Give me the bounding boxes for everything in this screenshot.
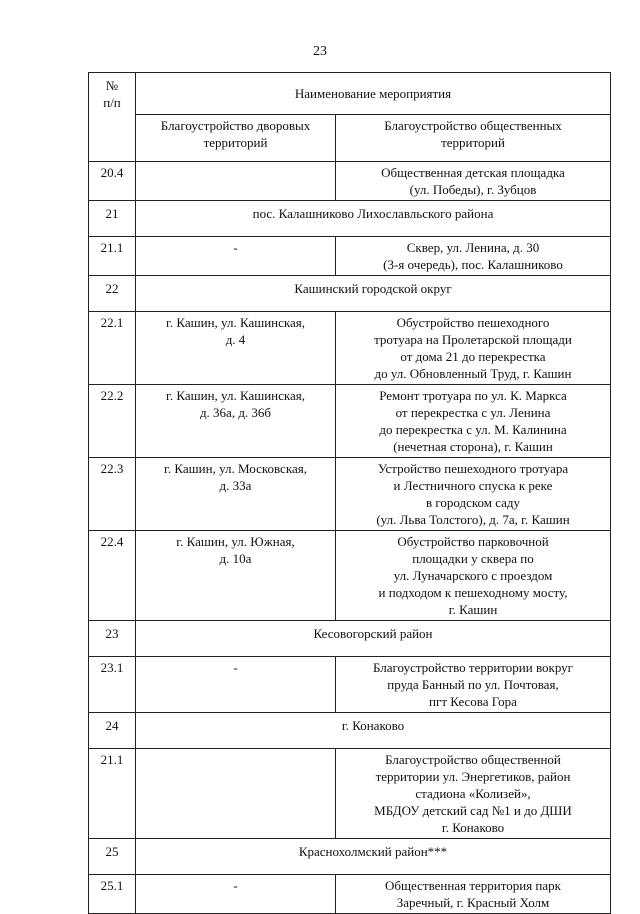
row-number: 25 — [89, 839, 136, 875]
section-title: Кесовогорский район — [136, 621, 611, 657]
measures-table — [88, 72, 611, 914]
section-title: пос. Калашниково Лихославльского района — [136, 201, 611, 237]
section-title: Краснохолмский район*** — [136, 839, 611, 875]
public-territory-cell: Благоустройство общественной территории ул. Энергетиков, район стадиона «Колизей», МБДОУ детский сад №1 и до ДШИ г. Конаково — [336, 749, 611, 839]
row-number: 22.1 — [89, 312, 136, 385]
row-number: 21.1 — [89, 237, 136, 276]
table-row — [89, 385, 611, 458]
row-number: 23 — [89, 621, 136, 657]
row-number: 22.4 — [89, 531, 136, 621]
row-number: 21 — [89, 201, 136, 237]
table-row — [89, 657, 611, 713]
yard-territory-cell: г. Кашин, ул. Кашинская, д. 4 — [136, 312, 336, 385]
yard-territory-cell: г. Кашин, ул. Кашинская, д. 36а, д. 36б — [136, 385, 336, 458]
public-territory-cell: Благоустройство территории вокруг пруда Банный по ул. Почтовая, пгт Кесова Гора — [336, 657, 611, 713]
row-number: 24 — [89, 713, 136, 749]
row-number: 23.1 — [89, 657, 136, 713]
row-number: 22.3 — [89, 458, 136, 531]
header-num: № п/п — [89, 73, 136, 162]
public-territory-cell: Общественная детская площадка (ул. Победы), г. Зубцов — [336, 162, 611, 201]
public-territory-cell: Устройство пешеходного тротуара и Лестничного спуска к реке в городском саду (ул. Льва Толстого), д. 7а, г. Кашин — [336, 458, 611, 531]
row-number: 21.1 — [89, 749, 136, 839]
yard-territory-cell: г. Кашин, ул. Южная, д. 10а — [136, 531, 336, 621]
table-row — [89, 162, 611, 201]
section-row — [89, 276, 611, 312]
section-title: Кашинский городской округ — [136, 276, 611, 312]
table-row — [89, 458, 611, 531]
yard-territory-cell: - — [136, 237, 336, 276]
public-territory-cell: Обустройство парковочной площадки у сквера по ул. Луначарского с проездом и подходом к пешеходному мосту, г. Кашин — [336, 531, 611, 621]
row-number: 22 — [89, 276, 136, 312]
row-number: 25.1 — [89, 875, 136, 914]
table-row — [89, 875, 611, 914]
header-yard: Благоустройство дворовых территорий — [136, 115, 336, 162]
header-name: Наименование мероприятия — [136, 73, 611, 115]
section-row — [89, 839, 611, 875]
public-territory-cell: Обустройство пешеходного тротуара на Пролетарской площади от дома 21 до перекрестка до ул. Обновленный Труд, г. Кашин — [336, 312, 611, 385]
section-row — [89, 621, 611, 657]
row-number: 22.2 — [89, 385, 136, 458]
table-row — [89, 312, 611, 385]
section-row — [89, 713, 611, 749]
row-number: 20.4 — [89, 162, 136, 201]
table-row — [89, 749, 611, 839]
table-row — [89, 531, 611, 621]
section-title: г. Конаково — [136, 713, 611, 749]
section-row — [89, 201, 611, 237]
header-public: Благоустройство общественных территорий — [336, 115, 611, 162]
table-subheader-row — [89, 115, 611, 162]
yard-territory-cell — [136, 162, 336, 201]
public-territory-cell: Общественная территория парк Заречный, г. Красный Холм — [336, 875, 611, 914]
yard-territory-cell: - — [136, 875, 336, 914]
yard-territory-cell — [136, 749, 336, 839]
yard-territory-cell: г. Кашин, ул. Московская, д. 33а — [136, 458, 336, 531]
table-row — [89, 237, 611, 276]
table-header-row — [89, 73, 611, 115]
public-territory-cell: Сквер, ул. Ленина, д. 30 (3-я очередь), пос. Калашниково — [336, 237, 611, 276]
page-number: 23 — [313, 44, 327, 59]
public-territory-cell: Ремонт тротуара по ул. К. Маркса от перекрестка с ул. Ленина до перекрестка с ул. М. Калинина (нечетная сторона), г. Кашин — [336, 385, 611, 458]
yard-territory-cell: - — [136, 657, 336, 713]
